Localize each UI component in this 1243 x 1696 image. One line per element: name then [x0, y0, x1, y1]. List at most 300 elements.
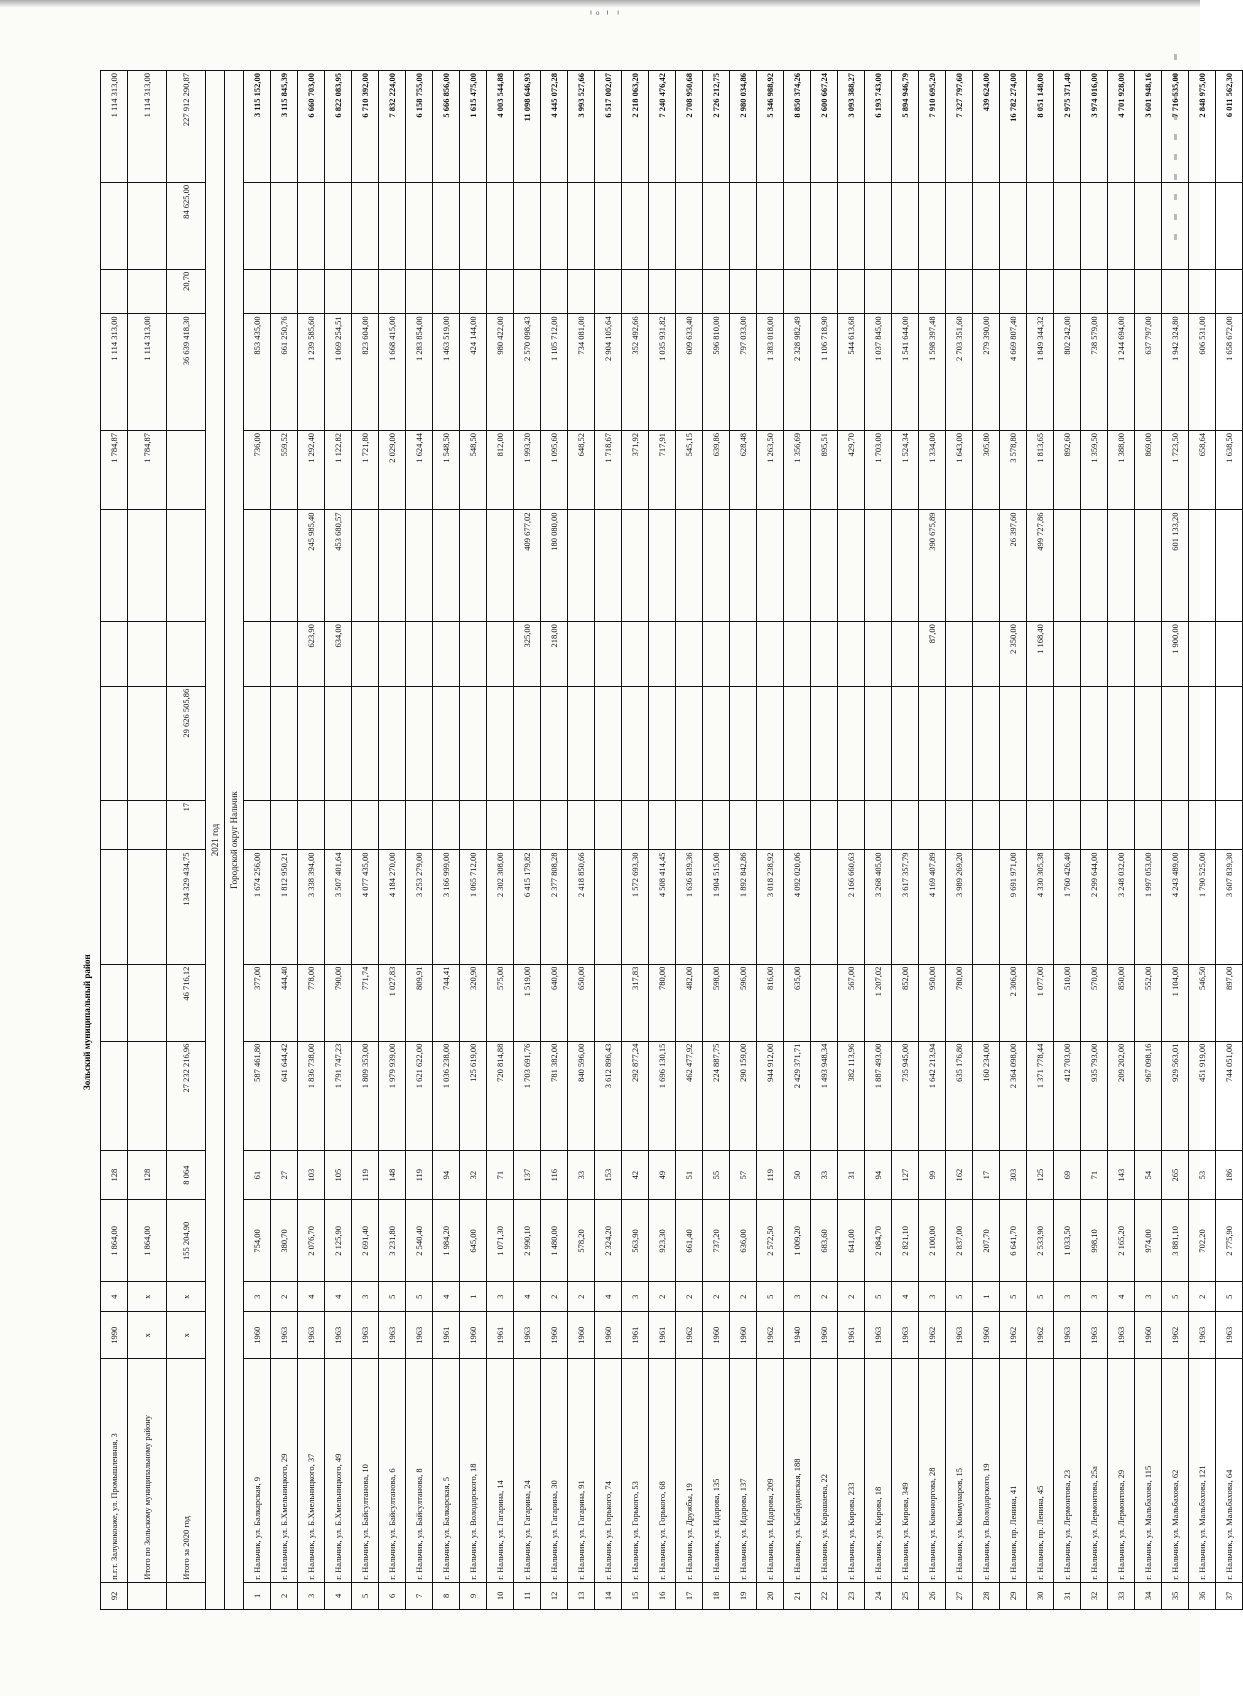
cell-c7: 1 887 493,00	[865, 1041, 892, 1150]
cell-c16: 2 703 351,60	[946, 314, 973, 431]
cell-c15: 1 723,50	[1162, 431, 1189, 510]
cell-c13	[406, 510, 433, 622]
cell-c12: 634,00	[325, 622, 352, 687]
cell-year: 1963	[379, 1312, 406, 1359]
cell-c8: 596,00	[730, 964, 757, 1041]
cell-c12	[433, 622, 460, 687]
cell-c7: 462 477,92	[676, 1041, 703, 1150]
table-row	[973, 71, 1000, 1610]
cell-people: 42	[622, 1150, 649, 1200]
cell-c15: 736,00	[244, 431, 271, 510]
cell-c17	[514, 269, 541, 314]
cell-c10	[784, 800, 811, 850]
cell-area: 702,20	[1189, 1200, 1216, 1282]
cell-area: 2 821,10	[892, 1200, 919, 1282]
cell-people: 127	[892, 1150, 919, 1200]
cell-area: 2 775,90	[1216, 1200, 1243, 1282]
cell-c13	[379, 510, 406, 622]
cell-area: 155 204,90	[167, 1200, 206, 1282]
cell-c8: 816,00	[757, 964, 784, 1041]
cell-total: 1 114 313,00	[128, 71, 167, 183]
cell-c17	[892, 269, 919, 314]
cell-c4: х	[128, 1282, 167, 1312]
cell-c12	[101, 622, 128, 687]
cell-c15: 1 703,00	[865, 431, 892, 510]
cell-c17	[1108, 269, 1135, 314]
cell-c7: 1 371 778,44	[1027, 1041, 1054, 1150]
cell-c10	[703, 800, 730, 850]
cell-c16: 2 328 982,49	[784, 314, 811, 431]
cell-c18	[838, 182, 865, 269]
cell-address: г. Нальчик, ул. Гагарина, 30	[541, 1359, 568, 1582]
cell-c7: 224 887,75	[703, 1041, 730, 1150]
cell-c15: 869,00	[1135, 431, 1162, 510]
cell-c7: 1 493 948,34	[811, 1041, 838, 1150]
cell-c10	[514, 800, 541, 850]
cell-c7: 2 429 371,71	[784, 1041, 811, 1150]
cell-c17	[1027, 269, 1054, 314]
cell-n: 1	[244, 1582, 271, 1609]
cell-year: 1963	[1216, 1312, 1243, 1359]
cell-c10	[244, 800, 271, 850]
cell-area: 923,30	[649, 1200, 676, 1282]
cell-c9: 1 790 525,00	[1189, 850, 1216, 964]
table-row	[325, 71, 352, 1610]
cell-c18	[1000, 182, 1027, 269]
cell-c13	[460, 510, 487, 622]
cell-c17	[244, 269, 271, 314]
table-row	[622, 71, 649, 1610]
cell-c8	[595, 964, 622, 1041]
table-row	[379, 71, 406, 1610]
cell-c11	[1216, 686, 1243, 800]
cell-c13	[352, 510, 379, 622]
cell-c16: 1 383 018,00	[757, 314, 784, 431]
cell-c17	[1054, 269, 1081, 314]
cell-total: 3 601 948,16	[1135, 71, 1162, 183]
table-row	[649, 71, 676, 1610]
cell-area: 2 837,00	[946, 1200, 973, 1282]
cell-year: 1963	[514, 1312, 541, 1359]
cell-c7: 1 979 939,00	[379, 1041, 406, 1150]
cell-area: 2 324,20	[595, 1200, 622, 1282]
cell-c11	[1162, 686, 1189, 800]
cell-c4: х	[167, 1282, 206, 1312]
cell-c18	[298, 182, 325, 269]
cell-c11	[1027, 686, 1054, 800]
cell-c8: 1 519,00	[514, 964, 541, 1041]
cell-c10	[730, 800, 757, 850]
cell-total: 7 832 224,00	[379, 71, 406, 183]
cell-c10	[1135, 800, 1162, 850]
cell-c18	[946, 182, 973, 269]
cell-c13	[271, 510, 298, 622]
cell-c12	[757, 622, 784, 687]
cell-c9: 3 338 394,00	[298, 850, 325, 964]
table-row	[1027, 71, 1054, 1610]
cell-c11	[838, 686, 865, 800]
cell-c11	[757, 686, 784, 800]
cell-c7: 967 098,16	[1135, 1041, 1162, 1150]
cell-c15: 648,52	[568, 431, 595, 510]
cell-total: 2 848 975,00	[1189, 71, 1216, 183]
cell-n: 33	[1108, 1582, 1135, 1609]
cell-c18	[865, 182, 892, 269]
cell-year: 1962	[757, 1312, 784, 1359]
cell-address: г. Нальчик, ул. Володарского, 18	[460, 1359, 487, 1582]
cell-c15: 1 122,82	[325, 431, 352, 510]
cell-c13	[101, 510, 128, 622]
cell-year: 1963	[1081, 1312, 1108, 1359]
cell-c9: 4 092 020,06	[784, 850, 811, 964]
table-row	[433, 71, 460, 1610]
cell-c11	[1000, 686, 1027, 800]
cell-total: 2 980 034,86	[730, 71, 757, 183]
cell-total: 3 974 016,00	[1081, 71, 1108, 183]
cell-address: г. Нальчик, ул. Кирова, 18	[865, 1359, 892, 1582]
cell-area: 2 533,90	[1027, 1200, 1054, 1282]
cell-n: 3	[298, 1582, 325, 1609]
cell-n: 12	[541, 1582, 568, 1609]
cell-n: 28	[973, 1582, 1000, 1609]
cell-c10	[1081, 800, 1108, 850]
cell-c12: 325,00	[514, 622, 541, 687]
cell-c17	[568, 269, 595, 314]
cell-address: г. Нальчик, пр. Ленина, 45	[1027, 1359, 1054, 1582]
cell-c7: 1 621 622,00	[406, 1041, 433, 1150]
cell-total: 6 193 743,00	[865, 71, 892, 183]
cell-c15: 639,86	[703, 431, 730, 510]
cell-c17	[595, 269, 622, 314]
cell-c10	[973, 800, 1000, 850]
cell-year: х	[128, 1312, 167, 1359]
cell-c16: 609 633,40	[676, 314, 703, 431]
cell-year: 1960	[541, 1312, 568, 1359]
cell-people: 119	[352, 1150, 379, 1200]
cell-c7: 635 176,80	[946, 1041, 973, 1150]
cell-c10	[1108, 800, 1135, 850]
cell-c18	[406, 182, 433, 269]
cell-c17	[1081, 269, 1108, 314]
cell-c17	[379, 269, 406, 314]
cell-address: г. Нальчик, ул. Мальбахова, 62	[1162, 1359, 1189, 1582]
cell-people: 103	[298, 1150, 325, 1200]
cell-c9: 3 248 032,00	[1108, 850, 1135, 964]
cell-c12	[1081, 622, 1108, 687]
cell-c7: 451 919,00	[1189, 1041, 1216, 1150]
cell-c11	[892, 686, 919, 800]
cell-total: 2 600 667,24	[811, 71, 838, 183]
cell-c12	[244, 622, 271, 687]
cell-c8: 809,91	[406, 964, 433, 1041]
cell-area: 207,70	[973, 1200, 1000, 1282]
cell-c17	[325, 269, 352, 314]
cell-c17	[811, 269, 838, 314]
cell-n: 18	[703, 1582, 730, 1609]
cell-n: 36	[1189, 1582, 1216, 1609]
cell-c16: 637 797,00	[1135, 314, 1162, 431]
table-row	[1189, 71, 1216, 1610]
cell-people: 94	[865, 1150, 892, 1200]
cell-year: 1963	[1189, 1312, 1216, 1359]
cell-c11	[433, 686, 460, 800]
cell-c7: 944 912,00	[757, 1041, 784, 1150]
cell-c17	[541, 269, 568, 314]
cell-c13: 390 675,89	[919, 510, 946, 622]
cell-area: 2 125,90	[325, 1200, 352, 1282]
cell-c17	[649, 269, 676, 314]
cell-year: 1962	[1000, 1312, 1027, 1359]
cell-c11	[406, 686, 433, 800]
cell-address: г. Нальчик, ул. Кабардинская, 188	[784, 1359, 811, 1582]
cell-people: 33	[811, 1150, 838, 1200]
cell-total: 5 894 946,79	[892, 71, 919, 183]
cell-c9: 1 760 426,40	[1054, 850, 1081, 964]
cell-c10	[622, 800, 649, 850]
cell-c4: 5	[1000, 1282, 1027, 1312]
cell-c13	[487, 510, 514, 622]
cell-people: 61	[244, 1150, 271, 1200]
cell-c18	[460, 182, 487, 269]
cell-c4: 4	[892, 1282, 919, 1312]
cell-c12	[595, 622, 622, 687]
cell-c7: 209 202,00	[1108, 1041, 1135, 1150]
cell-c4: 2	[703, 1282, 730, 1312]
cell-c8: 510,00	[1054, 964, 1081, 1041]
cell-c7: 720 814,88	[487, 1041, 514, 1150]
cell-c16: 279 390,00	[973, 314, 1000, 431]
cell-c4: 5	[946, 1282, 973, 1312]
cell-c16: 424 144,00	[460, 314, 487, 431]
cell-c9: 2 418 850,66	[568, 850, 595, 964]
cell-c13	[1081, 510, 1108, 622]
cell-c13	[811, 510, 838, 622]
cell-c15: 1 359,50	[1081, 431, 1108, 510]
cell-area: 636,00	[730, 1200, 757, 1282]
cell-year: 1963	[325, 1312, 352, 1359]
cell-year: 1963	[1054, 1312, 1081, 1359]
cell-c17	[101, 269, 128, 314]
cell-c7: 929 563,01	[1162, 1041, 1189, 1150]
cell-c16: 1 658 672,00	[1216, 314, 1243, 431]
cell-c4: 3	[919, 1282, 946, 1312]
cell-c15: 1 292,40	[298, 431, 325, 510]
cell-c4: 4	[298, 1282, 325, 1312]
cell-c12	[811, 622, 838, 687]
cell-c10	[919, 800, 946, 850]
cell-c11	[865, 686, 892, 800]
cell-people: 137	[514, 1150, 541, 1200]
cell-total: 2 975 371,40	[1054, 71, 1081, 183]
cell-area: 563,90	[622, 1200, 649, 1282]
cell-c4: 3	[244, 1282, 271, 1312]
cell-c8: 546,50	[1189, 964, 1216, 1041]
table-row	[1135, 71, 1162, 1610]
cell-people: 143	[1108, 1150, 1135, 1200]
cell-c18	[811, 182, 838, 269]
cell-c13	[784, 510, 811, 622]
table-row	[1000, 71, 1027, 1610]
cell-total: 4 445 072,28	[541, 71, 568, 183]
year-section-row	[206, 71, 225, 1610]
cell-address: г. Нальчик, ул. Мальбахова, 121	[1189, 1359, 1216, 1582]
cell-c4: 2	[676, 1282, 703, 1312]
cell-c13	[1189, 510, 1216, 622]
cell-people: 57	[730, 1150, 757, 1200]
cell-c13: 26 397,60	[1000, 510, 1027, 622]
cell-c8: 744,41	[433, 964, 460, 1041]
cell-address: г. Нальчик, ул. Лермонтова, 23	[1054, 1359, 1081, 1582]
cell-n: 19	[730, 1582, 757, 1609]
cell-c18	[101, 182, 128, 269]
cell-c16: 1 668 415,00	[379, 314, 406, 431]
cell-c4: 2	[568, 1282, 595, 1312]
cell-c13	[973, 510, 1000, 622]
cell-c11	[352, 686, 379, 800]
cell-address: г. Нальчик, ул. Гагарина, 14	[487, 1359, 514, 1582]
cell-c4: 1	[973, 1282, 1000, 1312]
cell-c8	[101, 964, 128, 1041]
cell-c15: 3 578,80	[1000, 431, 1027, 510]
cell-people: 162	[946, 1150, 973, 1200]
cell-c11	[649, 686, 676, 800]
cell-year: 1963	[406, 1312, 433, 1359]
cell-c16: 1 244 694,00	[1108, 314, 1135, 431]
cell-c11	[325, 686, 352, 800]
cell-people: 94	[433, 1150, 460, 1200]
cell-area: 641,00	[838, 1200, 865, 1282]
cell-address: г. Нальчик, ул. Коммунаров, 15	[946, 1359, 973, 1582]
cell-c11	[101, 686, 128, 800]
cell-c4: 3	[784, 1282, 811, 1312]
cell-c8: 1 077,00	[1027, 964, 1054, 1041]
table-row	[244, 71, 271, 1610]
cell-area: 3 881,10	[1162, 1200, 1189, 1282]
cell-year: х	[167, 1312, 206, 1359]
cell-address: г. Нальчик, ул. Лермонтова, 25а	[1081, 1359, 1108, 1582]
cell-c8: 850,00	[1108, 964, 1135, 1041]
cell-c16: 1 105 712,00	[541, 314, 568, 431]
cell-c4: 2	[838, 1282, 865, 1312]
cell-c16: 544 613,68	[838, 314, 865, 431]
cell-c8	[973, 964, 1000, 1041]
cell-total: 6 158 755,00	[406, 71, 433, 183]
table-row	[757, 71, 784, 1610]
cell-c13	[433, 510, 460, 622]
cell-area: 2 990,10	[514, 1200, 541, 1282]
cell-c11	[1135, 686, 1162, 800]
cell-c7: 840 596,00	[568, 1041, 595, 1150]
cell-c18	[757, 182, 784, 269]
cell-address: Итого за 2020 год	[167, 1359, 206, 1582]
cell-c10	[298, 800, 325, 850]
cell-c8: 317,83	[622, 964, 649, 1041]
cell-c10	[1054, 800, 1081, 850]
cell-c12	[865, 622, 892, 687]
cell-c4: 2	[649, 1282, 676, 1312]
cell-c4: 2	[730, 1282, 757, 1312]
cell-address: г. Нальчик, ул. Балкарская, 9	[244, 1359, 271, 1582]
cell-total: 227 912 290,87	[167, 71, 206, 183]
cell-n: 29	[1000, 1582, 1027, 1609]
cell-c15: 559,52	[271, 431, 298, 510]
cell-c16: 606 531,00	[1189, 314, 1216, 431]
cell-n: 21	[784, 1582, 811, 1609]
cell-c11	[541, 686, 568, 800]
cell-c16: 1 114 313,00	[101, 314, 128, 431]
cell-c11	[1054, 686, 1081, 800]
table-row	[811, 71, 838, 1610]
cell-c16: 1 239 585,60	[298, 314, 325, 431]
cell-year: 1960	[1135, 1312, 1162, 1359]
cell-c13	[703, 510, 730, 622]
table-row	[167, 71, 206, 1610]
cell-address: Итого по Зольскому муниципальному району	[128, 1359, 167, 1582]
cell-c13	[167, 510, 206, 622]
cell-c13	[676, 510, 703, 622]
cell-c12	[487, 622, 514, 687]
cell-people: 50	[784, 1150, 811, 1200]
cell-c8: 635,00	[784, 964, 811, 1041]
cell-c8: 2 306,00	[1000, 964, 1027, 1041]
cell-address: г. Нальчик, ул. Мальбахова, 115	[1135, 1359, 1162, 1582]
cell-c16: 2 904 105,64	[595, 314, 622, 431]
table-row	[865, 71, 892, 1610]
cell-c17	[946, 269, 973, 314]
table-row	[730, 71, 757, 1610]
cell-c18	[649, 182, 676, 269]
cell-c16: 1 035 931,82	[649, 314, 676, 431]
cell-c9: 1 065 712,00	[460, 850, 487, 964]
year-section-row-label: 2021 год	[206, 71, 225, 1610]
cell-address: п.г.т. Залукокоаже, ул. Промышленная, 3	[101, 1359, 128, 1582]
cell-c9	[973, 850, 1000, 964]
cell-c9: 9 691 971,00	[1000, 850, 1027, 964]
table-row	[892, 71, 919, 1610]
cell-c7: 2 364 098,00	[1000, 1041, 1027, 1150]
table-row	[1216, 71, 1243, 1610]
cell-c16: 797 033,00	[730, 314, 757, 431]
cell-n: 13	[568, 1582, 595, 1609]
cell-address: г. Нальчик, ул. Балкарская, 5	[433, 1359, 460, 1582]
cell-c12	[1108, 622, 1135, 687]
cell-c9: 1 636 839,36	[676, 850, 703, 964]
cell-area: 578,20	[568, 1200, 595, 1282]
cell-n	[167, 1582, 206, 1609]
cell-area: 2 084,70	[865, 1200, 892, 1282]
cell-c12	[946, 622, 973, 687]
cell-c4: 3	[1135, 1282, 1162, 1312]
cell-c7: 1 696 130,15	[649, 1041, 676, 1150]
cell-c4: 5	[1027, 1282, 1054, 1312]
cell-c9: 1 904 515,00	[703, 850, 730, 964]
cell-area: 380,70	[271, 1200, 298, 1282]
cell-c7: 125 619,00	[460, 1041, 487, 1150]
cell-area: 6 641,70	[1000, 1200, 1027, 1282]
cell-c7: 1 809 353,00	[352, 1041, 379, 1150]
cell-c13: 409 677,02	[514, 510, 541, 622]
cell-c16: 1 541 644,00	[892, 314, 919, 431]
cell-c17	[865, 269, 892, 314]
cell-c7: 744 051,00	[1216, 1041, 1243, 1150]
cell-people: 128	[128, 1150, 167, 1200]
cell-c4: 4	[325, 1282, 352, 1312]
cell-c17	[784, 269, 811, 314]
cell-year: 1960	[973, 1312, 1000, 1359]
cell-c13	[595, 510, 622, 622]
cell-c10	[676, 800, 703, 850]
cell-c10	[892, 800, 919, 850]
